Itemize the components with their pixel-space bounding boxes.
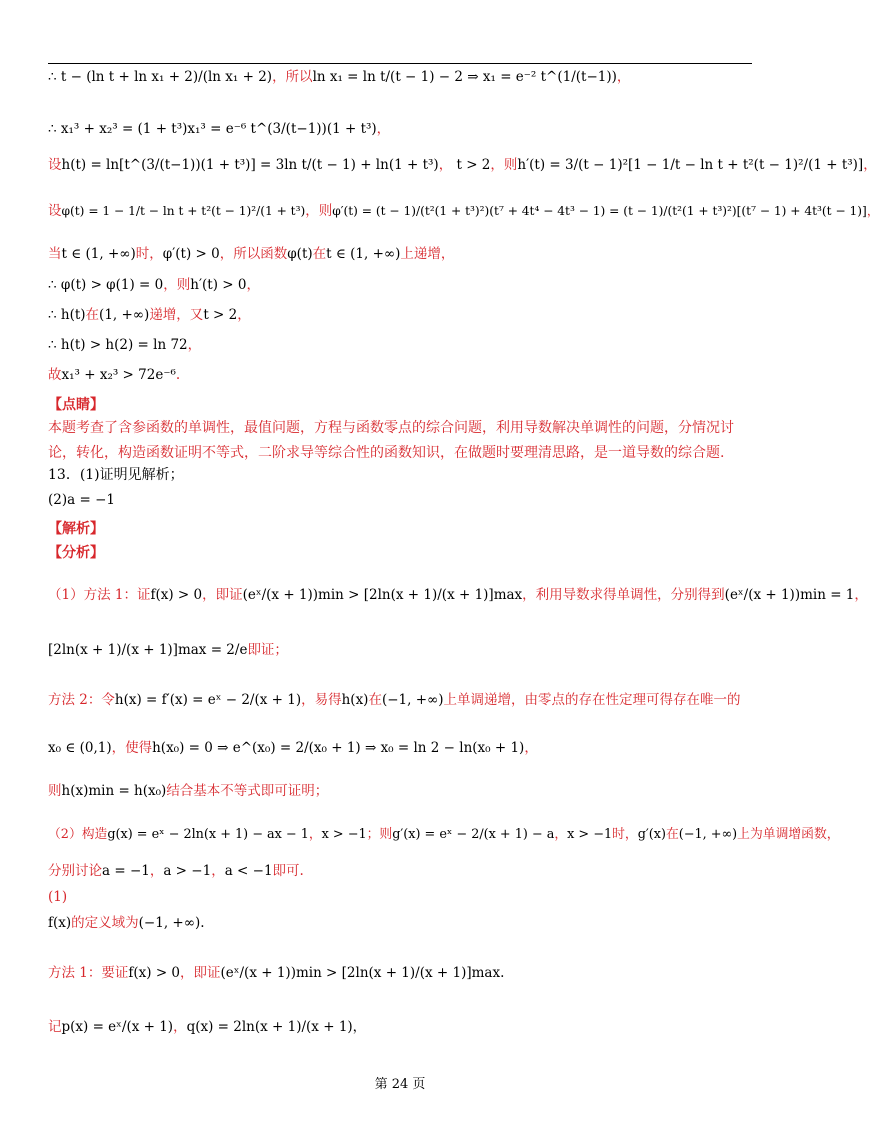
outline-heading: 【分析】 [48, 545, 104, 561]
text-fragment: 则 [48, 783, 62, 799]
text-fragment: 上为单调增函数， [737, 827, 840, 842]
text-fragment: （2）构造 [48, 827, 108, 842]
text-fragment: ，所以函数 [219, 246, 288, 262]
text-fragment: ， [352, 1019, 367, 1035]
text-fragment: . [200, 915, 205, 931]
text-fragment: 时， [612, 827, 638, 842]
math-expression: h′(t) = 3/(t − 1)²[1 − 1/t − ln t + t²(t − 1)²/(1 + t³)] [517, 157, 864, 173]
header-rule [48, 63, 752, 64]
math-expression: ∴ h(t) > h(2) = ln 72 [48, 337, 188, 353]
math-expression: x > −1 [567, 827, 613, 842]
text-fragment: 在 [85, 307, 100, 323]
method1-proof-line [48, 966, 760, 982]
math-expression: ∴ φ(t) > φ(1) = 0 [48, 277, 164, 293]
text-fragment: (2) [48, 492, 68, 508]
part1-label: (1) [48, 889, 68, 905]
text-fragment: 方法 2：令 [48, 692, 115, 708]
math-expression: a < −1 [224, 863, 273, 879]
math-expression: (eˣ/(x + 1))min > [2ln(x + 1)/(x + 1)]max [242, 587, 523, 603]
solution-line-6 [48, 278, 760, 294]
text-fragment: ，即证 [180, 965, 221, 981]
text-fragment: 结合基本不等式即可证明； [166, 783, 329, 799]
text-fragment: 递增，又 [149, 307, 204, 323]
math-expression: (−1, +∞) [381, 692, 444, 708]
math-expression: f(x) > 0 [150, 587, 203, 603]
math-expression: x₀ ∈ (0,1) [48, 740, 112, 756]
q13-answer-2 [48, 493, 760, 509]
math-expression: h′(t) > 0 [190, 277, 247, 293]
math-expression: p(x) = eˣ/(x + 1) [61, 1019, 174, 1035]
comment-heading: 【点睛】 [48, 397, 104, 413]
text-fragment: ， [211, 863, 225, 879]
math-expression: ∴ x₁³ + x₂³ = (1 + t³)x₁³ = e⁻⁶ t^(3/(t−1))(1 + t³) [48, 121, 377, 137]
method1-line-2 [48, 643, 760, 659]
math-expression: ln x₁ = ln t/(t − 1) − 2 ⇒ x₁ = e⁻² t^(1/(t−1)) [312, 69, 617, 85]
text-fragment: ， [524, 740, 538, 756]
text-fragment: 故 [48, 367, 62, 383]
text-fragment: . [500, 965, 505, 981]
text-fragment: ；则 [366, 827, 393, 842]
math-expression: h(x) = f′(x) = eˣ − 2/(x + 1) [114, 692, 302, 708]
comment-body: 本题考查了含参函数的单调性，最值问题，方程与函数零点的综合问题，利用导数解决单调性的问题，分情况讨论，转化，构造函数证明不等式，二阶求导等综合性的函数知识，在做题时要理清思路，是一道导数的综合题. [48, 420, 734, 461]
text-fragment: ， [866, 204, 879, 218]
math-expression: t ∈ (1, +∞) [326, 246, 401, 262]
math-expression: (eˣ/(x + 1))min > [2ln(x + 1)/(x + 1)]max [220, 965, 501, 981]
method2-line-1 [48, 693, 760, 709]
math-expression: ∴ t − (ln t + ln x₁ + 2)/(ln x₁ + 2) [48, 69, 273, 85]
text-fragment: ， [149, 863, 164, 879]
math-expression: h(t) = ln[t^(3/(t−1))(1 + t³)] = 3ln t/(t − 1) + ln(1 + t³) [61, 157, 439, 173]
math-expression: t > 2 [456, 157, 491, 173]
text-fragment: 时， [135, 246, 163, 262]
math-expression: h(x₀) = 0 ⇒ e^(x₀) = 2/(x₀ + 1) ⇒ x₀ = ln 2 − ln(x₀ + 1) [152, 740, 525, 756]
analysis-heading: 【解析】 [48, 521, 104, 537]
method1-line [48, 587, 868, 604]
math-expression: (1, +∞) [99, 307, 150, 323]
solution-line-8 [48, 338, 760, 354]
solution-line-3 [48, 157, 877, 174]
math-expression: a > −1 [163, 863, 212, 879]
text-fragment: ， [863, 157, 877, 173]
text-fragment: ， [376, 121, 391, 137]
domain-line [48, 916, 760, 932]
math-expression: [2ln(x + 1)/(x + 1)]max = 2/e [48, 642, 248, 658]
math-expression: φ′(t) > 0 [162, 246, 220, 262]
math-expression: h(x)min = h(x₀) [61, 783, 167, 799]
text-fragment: 即可. [272, 863, 304, 879]
text-fragment: ， [616, 69, 631, 85]
text-fragment: ， [438, 157, 453, 173]
math-expression: (−1, +∞) [138, 915, 201, 931]
text-fragment: ， [854, 587, 868, 603]
text-fragment: ，所以 [272, 69, 313, 85]
text-fragment: 在 [368, 692, 382, 708]
solution-line-2 [48, 122, 760, 138]
math-expression: φ(t) [287, 246, 313, 262]
math-expression: φ′(t) = (t − 1)/(t²(1 + t³)²)(t⁷ + 4t⁴ − 4t³ − 1) = (t − 1)/(t²(1 + t³)²)[(t⁷ − 1) + 4t³(t − 1)] [332, 204, 867, 218]
text-fragment: 记 [48, 1019, 62, 1035]
solution-line-9 [48, 368, 760, 384]
text-fragment: ，易得 [301, 692, 342, 708]
math-expression: (eˣ/(x + 1))min = 1 [724, 587, 855, 603]
math-expression: g′(x) = eˣ − 2/(x + 1) − a [392, 827, 555, 842]
method2-line-3 [48, 784, 760, 800]
math-expression: x₁³ + x₂³ > 72e⁻⁶ [61, 367, 176, 383]
method2-line-2 [48, 741, 760, 757]
text-fragment: 上递增， [400, 246, 455, 262]
math-expression: (−1, +∞) [678, 827, 738, 842]
text-fragment: 即证； [247, 642, 288, 658]
math-expression: a = −1 [67, 492, 115, 508]
text-fragment: ， [554, 827, 568, 842]
text-fragment: ， [237, 307, 251, 323]
text-fragment: 的定义域为 [71, 915, 139, 931]
text-fragment: 设 [48, 157, 62, 173]
text-fragment: ，则 [305, 203, 333, 219]
text-fragment: ， [246, 277, 260, 293]
math-expression: t > 2 [203, 307, 238, 323]
text-fragment: ， [187, 337, 202, 353]
text-fragment: ，即证 [202, 587, 243, 603]
math-expression: g(x) = eˣ − 2ln(x + 1) − ax − 1 [107, 827, 309, 842]
solution-line-4 [48, 203, 879, 220]
text-fragment: ，使得 [111, 740, 153, 756]
solution-line-7 [48, 308, 760, 324]
part2-line-2 [48, 864, 760, 880]
math-expression: q(x) = 2ln(x + 1)/(x + 1) [186, 1019, 353, 1035]
text-fragment: . [175, 367, 181, 383]
text-fragment: 分别讨论 [48, 863, 102, 879]
part2-line-1 [48, 827, 840, 843]
text-fragment: ， [308, 827, 322, 842]
text-fragment: ，则 [490, 157, 518, 173]
text-fragment: 当 [48, 246, 62, 262]
text-fragment: ，则 [163, 277, 191, 293]
text-fragment: ， [173, 1019, 187, 1035]
math-expression: f(x) > 0 [128, 965, 181, 981]
text-fragment: ，利用导数求得单调性，分别得到 [522, 587, 725, 603]
math-expression: g′(x) [637, 827, 666, 842]
q13-title: 13．(1)证明见解析； [48, 467, 184, 483]
text-fragment: 在 [666, 827, 679, 842]
math-expression: ∴ h(t) [48, 307, 86, 323]
math-expression: h(x) [341, 692, 369, 708]
math-expression: φ(t) = 1 − 1/t − ln t + t²(t − 1)²/(1 + t³) [61, 204, 306, 218]
text-fragment: 方法 1：要证 [48, 965, 129, 981]
solution-line-1 [48, 70, 760, 86]
math-expression: x > −1 [321, 827, 367, 842]
text-fragment: （1）方法 1：证 [48, 587, 151, 603]
text-fragment: 在 [312, 246, 327, 262]
text-fragment: 设 [48, 203, 62, 219]
define-pq-line [48, 1020, 760, 1036]
solution-line-5 [48, 247, 760, 263]
page-footer: 第 24 页 [374, 1077, 426, 1092]
math-expression: a = −1 [102, 863, 150, 879]
text-fragment: 上单调递增，由零点的存在性定理可得存在唯一的 [443, 692, 741, 708]
math-expression: t ∈ (1, +∞) [61, 246, 136, 262]
math-expression: f(x) [48, 915, 72, 931]
